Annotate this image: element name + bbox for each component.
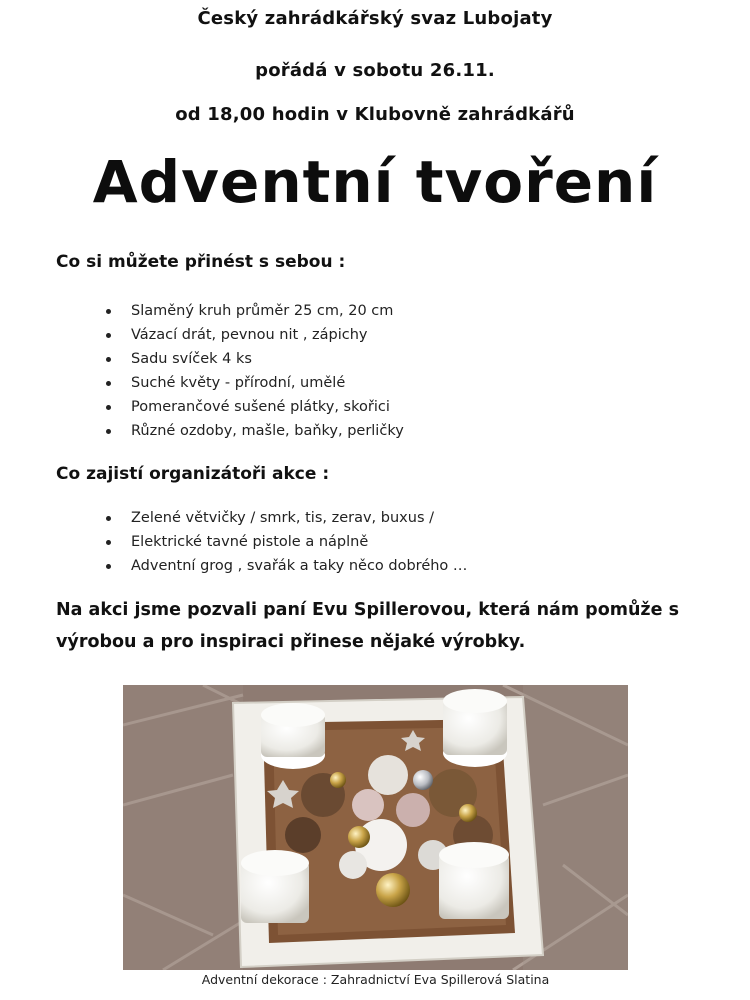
bring-heading: Co si můžete přinést s sebou :	[56, 252, 346, 272]
organizer-line: Český zahrádkářský svaz Lubojaty	[197, 8, 553, 29]
list-item	[104, 299, 404, 323]
photo-caption: Adventní dekorace : Zahradnictví Eva Spillerová Slatina	[201, 972, 550, 987]
list-item-text: Elektrické tavné pistole a náplně	[131, 534, 369, 550]
list-item-text: Pomerančové sušené plátky, skořici	[131, 399, 390, 415]
bullet-icon	[106, 516, 111, 521]
list-item	[104, 419, 404, 443]
bullet-icon	[106, 357, 111, 362]
list-item-text: Zelené větvičky / smrk, tis, zerav, buxus /	[131, 510, 434, 526]
list-item-text: Sadu svíček 4 ks	[131, 351, 252, 367]
bullet-icon	[106, 540, 111, 545]
bullet-icon	[106, 309, 111, 314]
bullet-icon	[106, 564, 111, 569]
bullet-icon	[106, 333, 111, 338]
list-item-text: Různé ozdoby, mašle, baňky, perličky	[131, 423, 404, 439]
list-item-text: Slaměný kruh průměr 25 cm, 20 cm	[131, 303, 394, 319]
list-item	[104, 530, 467, 554]
list-item-text: Suché květy - přírodní, umělé	[131, 375, 346, 391]
list-item	[104, 323, 404, 347]
list-item	[104, 554, 467, 578]
event-title: Adventní tvoření	[92, 148, 658, 216]
list-item	[104, 371, 404, 395]
list-item-text: Adventní grog , svařák a taky něco dobrého …	[131, 558, 468, 574]
list-item-text: Vázací drát, pevnou nit , zápichy	[131, 327, 368, 343]
invitation-paragraph: Na akci jsme pozvali paní Evu Spillerovou, která nám pomůže s výrobou a pro inspiraci přinese nějaké výrobky.	[56, 600, 679, 652]
organizers-heading: Co zajistí organizátoři akce :	[56, 464, 330, 484]
bullet-icon	[106, 381, 111, 386]
bullet-icon	[106, 405, 111, 410]
organizers-list	[104, 506, 467, 578]
list-item	[104, 395, 404, 419]
advent-decoration-photo	[123, 685, 628, 970]
time-place-line: od 18,00 hodin v Klubovně zahrádkářů	[175, 104, 575, 125]
date-line: pořádá v sobotu 26.11.	[255, 60, 495, 81]
list-item	[104, 347, 404, 371]
bullet-icon	[106, 429, 111, 434]
list-item	[104, 506, 467, 530]
bring-list	[104, 299, 404, 443]
